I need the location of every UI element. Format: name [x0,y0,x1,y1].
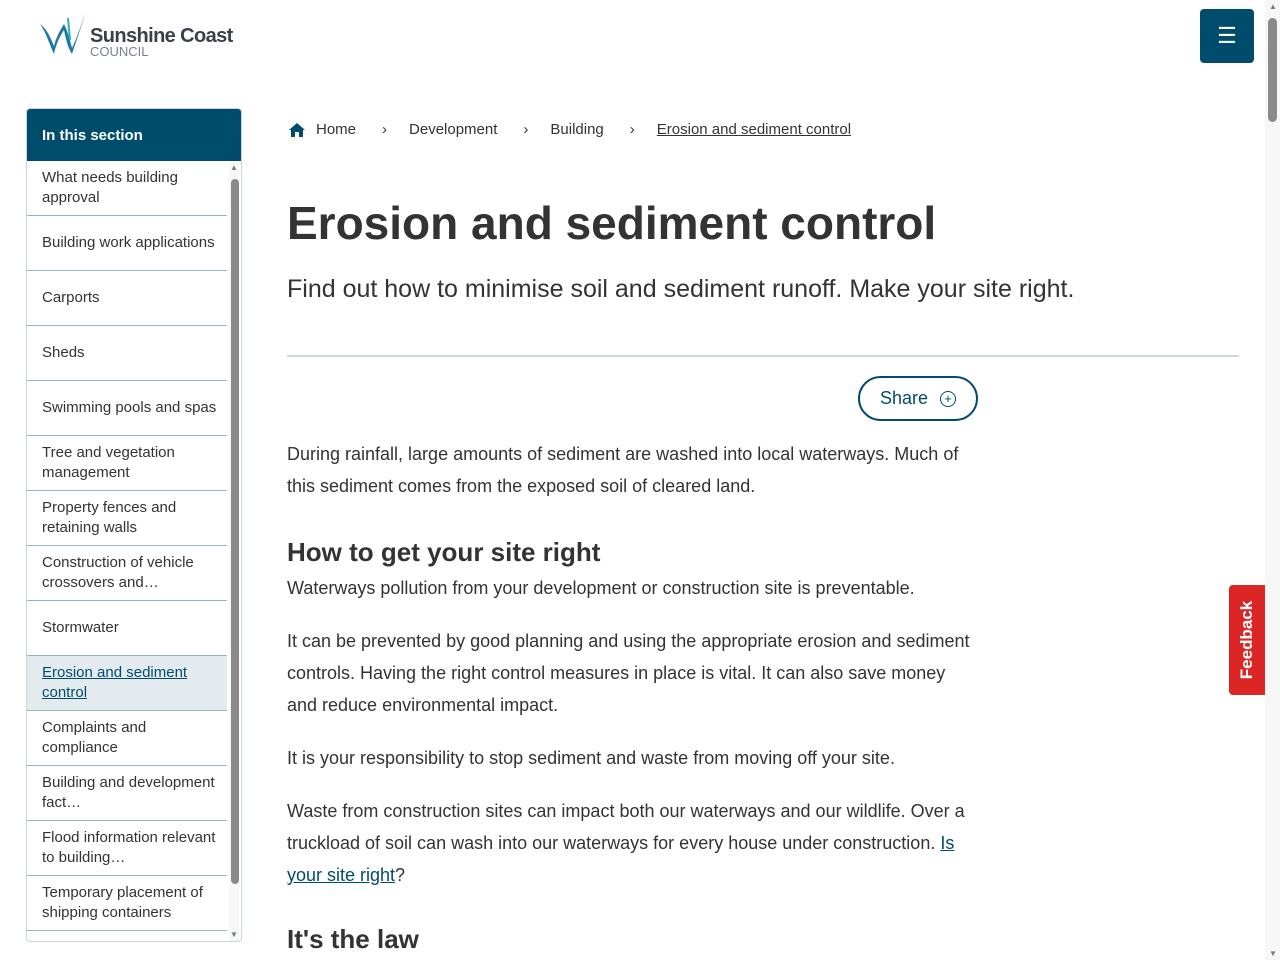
chevron-right-icon: › [382,121,388,138]
scroll-down-icon[interactable]: ▼ [230,930,238,939]
sidebar-scrollbar[interactable] [229,161,239,941]
scroll-down-icon[interactable]: ▼ [1269,949,1277,958]
sidebar-item[interactable]: What needs building approval [27,161,227,216]
breadcrumb-development[interactable]: Development [409,121,498,138]
article-body [287,438,977,959]
sidebar-item[interactable]: Carports [27,271,227,326]
home-icon[interactable] [288,122,306,138]
paragraph-text: Waste from construction sites can impact both our waterways and our wildlife. Over a truckload of soil can wash into our waterways for every house under construction. [287,801,965,853]
paragraph [287,795,977,891]
logo-mark-icon [38,10,88,58]
sidebar-item[interactable]: Building and development fact… [27,766,227,821]
is-your-site-right-link[interactable]: Is your site right [287,833,955,885]
sidebar-item[interactable]: Sheds [27,326,227,381]
feedback-label: Feedback [1237,600,1256,680]
section-nav [26,108,242,942]
sidebar-item[interactable]: Erosion and sediment control [27,656,227,711]
council-logo[interactable] [38,10,233,58]
scroll-up-icon[interactable]: ▲ [230,163,238,172]
share-button[interactable] [858,376,978,421]
sidebar-item[interactable]: Swimming pools and spas [27,381,227,436]
sidebar-item[interactable]: Building work applications [27,216,227,271]
sidebar-item[interactable]: Tree and vegetation management [27,436,227,491]
chevron-right-icon: › [629,121,635,138]
sidebar-item[interactable]: Stormwater [27,601,227,656]
paragraph: It is your responsibility to stop sediment and waste from moving off your site. [287,748,895,768]
chevron-right-icon: › [523,121,529,138]
page-scroll-thumb[interactable] [1268,18,1277,122]
section-heading: How to get your site right [287,537,601,567]
logo-subtitle: COUNCIL [90,44,149,59]
paragraph: During rainfall, large amounts of sediment are washed into local waterways. Much of this sediment comes from the exposed soil of cleared land. [287,444,959,496]
sidebar-item[interactable]: Temporary placement of shipping containers [27,876,227,931]
feedback-tab[interactable] [1229,585,1265,695]
menu-button[interactable] [1200,9,1254,63]
divider [287,355,1239,357]
sidebar-item[interactable]: Complaints and compliance [27,711,227,766]
sidebar-item[interactable]: Construction of vehicle crossovers and… [27,546,227,601]
breadcrumb-current[interactable]: Erosion and sediment control [656,121,852,138]
breadcrumb-home[interactable]: Home [316,121,357,138]
paragraph-text: ? [395,865,406,885]
page-scrollbar[interactable] [1265,0,1280,960]
plus-circle-icon: + [940,391,956,407]
section-nav-title: In this section [27,109,241,161]
paragraph: It can be prevented by good planning and using the appropriate erosion and sediment controls. Having the right control measures in place is vital. It can also save money and reduce environmental impact. [287,631,970,715]
sidebar-item[interactable]: Property fences and retaining walls [27,491,227,546]
sidebar-item[interactable]: Flood information relevant to building… [27,821,227,876]
breadcrumb-building[interactable]: Building [550,121,604,138]
hamburger-icon: ☰ [1217,23,1237,48]
logo-title: Sunshine Coast [90,25,233,47]
page-lead: Find out how to minimise soil and sediment runoff. Make your site right. [287,275,1075,303]
scroll-up-icon[interactable]: ▲ [1269,2,1277,11]
section-heading: It's the law [287,924,419,954]
paragraph: Waterways pollution from your development or construction site is preventable. [287,578,915,598]
sidebar-scroll-thumb[interactable] [231,179,239,884]
page-title: Erosion and sediment control [287,197,937,249]
share-label: Share [879,388,929,408]
breadcrumb [288,121,863,138]
section-nav-list [27,161,241,941]
